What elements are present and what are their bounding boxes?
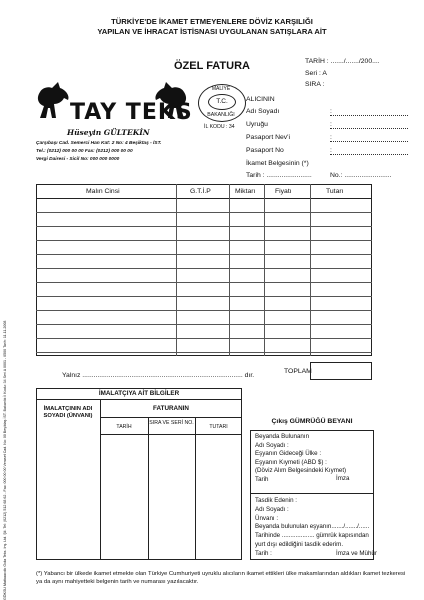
table-row[interactable] bbox=[36, 212, 372, 213]
buyer-nationality-label: Uyruğu bbox=[246, 121, 268, 128]
customs-b-line: yurt dışı edildiğini tasdik ederim. bbox=[255, 540, 344, 548]
customs-b-line: Tarihinde ................... gümrük kapısından bbox=[255, 532, 369, 540]
company-owner: Hüseyin GÜLTEKİN bbox=[67, 128, 150, 137]
customs-a-line: Adı Soyadı : bbox=[255, 441, 289, 449]
customs-b-line: Beyanda bulunulan eşyanın......./......./...... bbox=[255, 523, 370, 531]
buyer-nationality-field[interactable]: : bbox=[330, 121, 408, 129]
col-gtip: G.T.İ.P bbox=[190, 188, 211, 195]
invoice-series: Seri : A bbox=[305, 70, 327, 77]
company-tax: Vergi Dairesi - Sicil No: 000 000 0000 bbox=[36, 157, 120, 162]
printer-side-info: GÖKSU Matbaacılık Gıda Teks. Inş. Ltd. Şti. Tel: (0212) 512 68 62 - Fax: 000 00 00 Veraset Cad. No: 00 Beşiktaş İST. Bakanlık İl Kodu: 34 Seri A 0001 - 0500 Tarih: 11.11.2008 bbox=[3, 320, 7, 600]
il-kodu: İL KODU : 34 bbox=[204, 124, 235, 130]
header-line-1: TÜRKİYE'DE İKAMET ETMEYENLERE DÖVİZ KARŞILIĞI bbox=[111, 17, 313, 26]
company-phone: Tel.: (0212) 000 00 00 Fax: (0212) 000 00 00 bbox=[36, 149, 133, 154]
customs-heading: Çıkış GÜMRÜĞÜ BEYANI bbox=[271, 418, 353, 425]
manufacturer-amount-col: TUTARI bbox=[209, 424, 228, 430]
total-label: TOPLAM bbox=[284, 368, 312, 375]
goods-table bbox=[36, 184, 372, 356]
manufacturer-name-col: İMALATÇININ ADI SOYADI (ÜNVANI) bbox=[43, 406, 93, 419]
residence-no-field[interactable]: No.: ......................... bbox=[330, 172, 392, 179]
col-price: Fiyatı bbox=[275, 188, 292, 195]
customs-a-line: Beyanda Bulunanın bbox=[255, 433, 310, 440]
invoice-date[interactable]: TARİH : ......./......./200.... bbox=[305, 58, 380, 65]
customs-sign-1: İmza bbox=[336, 475, 350, 482]
col-amount: Tutarı bbox=[326, 188, 344, 195]
residence-date-field[interactable]: Tarih : ........................ bbox=[246, 172, 312, 179]
stamp-top-text: MALİYE bbox=[211, 86, 231, 92]
table-row[interactable] bbox=[36, 226, 372, 227]
stamp-center: T.C. bbox=[208, 94, 236, 110]
buyer-name-label: Adı Soyadı bbox=[246, 108, 280, 115]
table-row[interactable] bbox=[36, 324, 372, 325]
manufacturer-serial-col: SIRA VE SERİ NO. bbox=[149, 420, 194, 426]
manufacturer-heading: İMALATÇIYA AİT BİLGİLER bbox=[98, 390, 180, 397]
total-box[interactable] bbox=[310, 362, 372, 380]
table-row[interactable] bbox=[36, 310, 372, 311]
residence-doc-label: İkamet Belgesinin (*) bbox=[246, 160, 309, 167]
table-row[interactable] bbox=[36, 352, 372, 353]
customs-a-line: Eşyanın Kıymeti (ABD $) : bbox=[255, 458, 327, 466]
table-row[interactable] bbox=[36, 282, 372, 283]
customs-b-line: Adı Soyadı : bbox=[255, 505, 289, 513]
company-name: TAY TEKS bbox=[70, 100, 193, 125]
customs-a-line: (Döviz Alım Belgesindeki Kıymet) bbox=[255, 467, 347, 474]
table-row[interactable] bbox=[36, 268, 372, 269]
customs-b-line: Ünvanı : bbox=[255, 514, 279, 522]
passport-no-field[interactable]: : bbox=[330, 147, 408, 155]
stamp-side-text: BAKANLIĞI bbox=[207, 112, 235, 118]
buyer-name-field[interactable]: : bbox=[330, 108, 408, 116]
passport-type-label: Pasaport Nev'i bbox=[246, 134, 290, 141]
col-quantity: Miktarı bbox=[235, 188, 256, 195]
table-row[interactable] bbox=[36, 296, 372, 297]
header-line-2: YAPILAN VE İHRACAT İSTİSNASI UYGULANAN SATIŞLARA AİT bbox=[97, 27, 327, 36]
customs-b-line: Tarih : bbox=[255, 549, 272, 557]
customs-b-line: Tasdik Edenin : bbox=[255, 497, 297, 504]
customs-sign-2: İmza ve Mühür bbox=[336, 550, 377, 557]
table-row[interactable] bbox=[36, 240, 372, 241]
buyer-heading: ALICININ bbox=[246, 96, 275, 103]
horse-logo-icon bbox=[30, 78, 74, 122]
passport-no-label: Pasaport No bbox=[246, 147, 284, 154]
manufacturer-date-col: TARİH bbox=[116, 424, 132, 430]
invoice-number[interactable]: SIRA : bbox=[305, 81, 325, 88]
table-row[interactable] bbox=[36, 254, 372, 255]
amount-in-words[interactable]: Yalnız ..................................................................................... dır. bbox=[62, 372, 255, 379]
invoice-col: FATURANIN bbox=[153, 405, 189, 412]
page-title: ÖZEL FATURA bbox=[174, 60, 250, 72]
passport-type-field[interactable]: : bbox=[330, 134, 408, 142]
col-goods: Malın Cinsi bbox=[86, 188, 120, 195]
footnote: (*) Yabancı bir ülkede ikamet etmekte olan Türkiye Cumhuriyeti uyruklu alıcıların ikamet ettikleri ülke makamlarından aldıkları ikamet tezkeresi ya da aynı mahiyetteki belgenin tarih ve numarası yazılacaktır. bbox=[36, 571, 406, 585]
customs-a-line: Eşyanın Gideceği Ülke : bbox=[255, 450, 322, 457]
company-address: Çarşıbaşı Cad. Semerci Han Kat: 2 No: 4 Beşiktaş - İST. bbox=[36, 141, 162, 146]
table-row[interactable] bbox=[36, 338, 372, 339]
customs-a-line: Tarih bbox=[255, 475, 269, 483]
